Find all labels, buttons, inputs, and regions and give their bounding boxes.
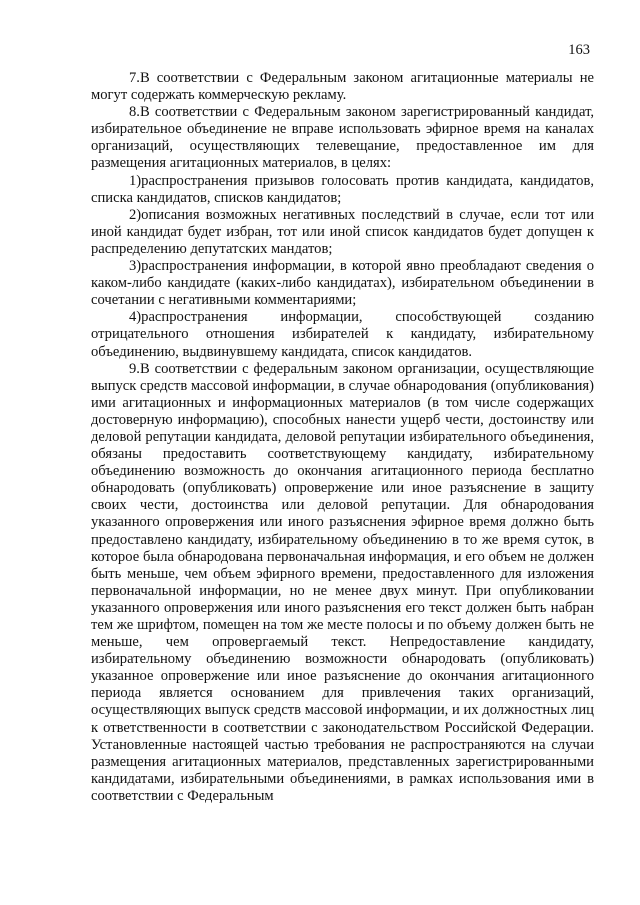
paragraph-8-item-4: 4)распространения информации, способствующей созданию отрицательного отношения избирателей к кандидату, избирательному объединению, выдвинувшему кандидата, список кандидатов.: [91, 309, 594, 360]
paragraph-8-item-3: 3)распространения информации, в которой явно преобладают сведения о каком-либо кандидате (каких-либо кандидатах), избирательном объединении в сочетании с негативными комментариями;: [91, 258, 594, 309]
paragraph-8-item-2: 2)описания возможных негативных последствий в случае, если тот или иной кандидат будет избран, тот или иной список кандидатов будет допущен к распределению депутатских мандатов;: [91, 206, 594, 257]
paragraph-9: 9.В соответствии с федеральным законом организации, осуществляющие выпуск средств массовой информации, в случае обнародования (опубликования) ими агитационных и информационных материалов (в том числе содержащих достоверную информацию), способных нанести ущерб чести, достоинству или деловой репутации кандидата, деловой репутации избирательного объединения, обязаны предоставить соответствующему кандидату, избирательному объединению возможность до окончания агитационного периода бесплатно обнародовать (опубликовать) опровержение или иное разъяснение в защиту своих чести, достоинства или деловой репутации. Для обнародования указанного опровержения или иного разъяснения эфирное время должно быть предоставлено кандидату, избирательному объединению в то же время суток, в которое была обнародована первоначальная информация, и его объем не должен быть меньше, чем объем эфирного времени, предоставленного для изложения первоначальной информации, но не менее двух минут. При опубликовании указанного опровержения или иного разъяснения его текст должен быть набран тем же шрифтом, помещен на том же месте полосы и по объему должен быть не меньше, чем опровергаемый текст. Непредоставление кандидату, избирательному объединению возможности обнародовать (опубликовать) указанное опровержение или иное разъяснение до окончания агитационного периода является основанием для привлечения таких организаций, осуществляющих выпуск средств массовой информации, и их должностных лиц к ответственности в соответствии с законодательством Российской Федерации. Установленные настоящей частью требования не распространяются на случаи размещения агитационных материалов, представленных зарегистрированными кандидатами, избирательными объединениями, в рамках использования ими в соответствии с Федеральным: [91, 360, 594, 804]
paragraph-8: 8.В соответствии с Федеральным законом зарегистрированный кандидат, избирательное объединение не вправе использовать эфирное время на каналах организаций, осуществляющих телевещание, предоставленное им для размещения агитационных материалов, в целях:: [91, 104, 594, 172]
page-number: 163: [568, 42, 590, 58]
document-body: [91, 70, 594, 805]
paragraph-7: 7.В соответствии с Федеральным законом агитационные материалы не могут содержать коммерческую рекламу.: [91, 70, 594, 104]
paragraph-8-item-1: 1)распространения призывов голосовать против кандидата, кандидатов, списка кандидатов, списков кандидатов;: [91, 172, 594, 206]
